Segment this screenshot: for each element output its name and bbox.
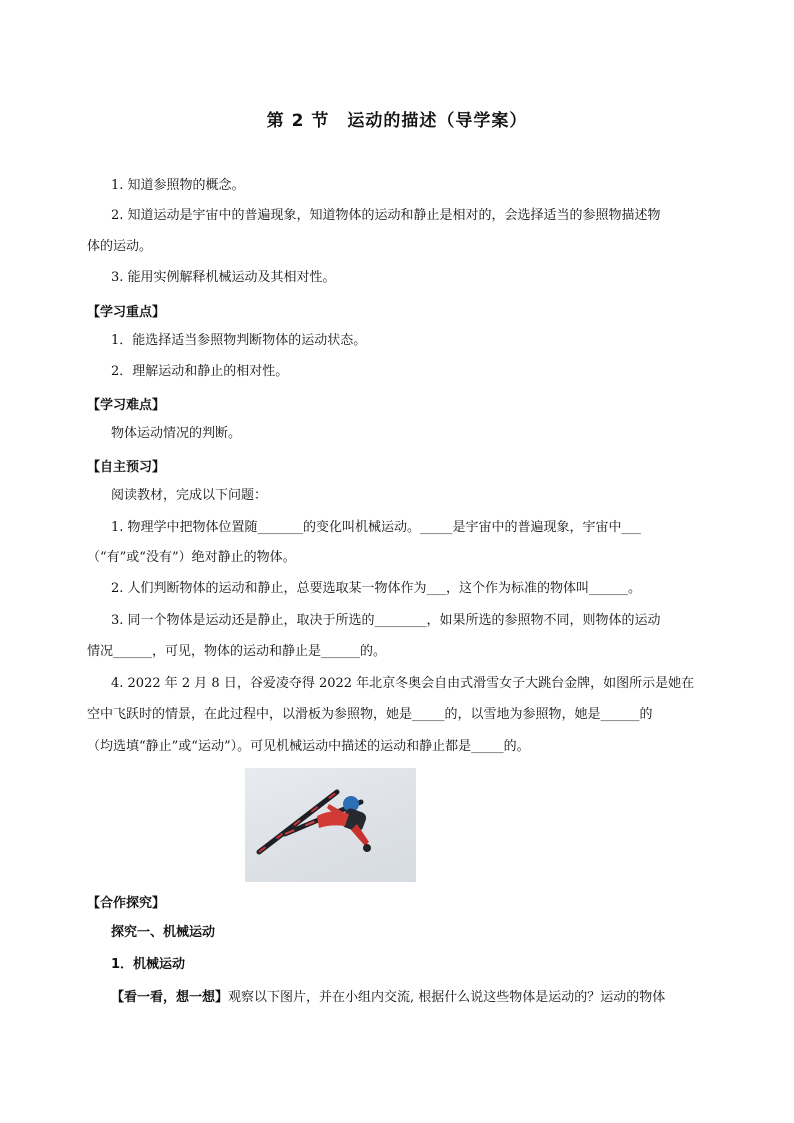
preview-q4-cont1: 空中飞跃时的情景，在此过程中，以滑板为参照物，她是_____的，以雪地为参照物，她是______的 bbox=[87, 707, 653, 722]
prompt-text: 观察以下图片，并在小组内交流, 根据什么说这些物体是运动的？运动的物体 bbox=[228, 990, 666, 1005]
preview-q3: 3. 同一个物体是运动还是静止，取决于所选的________，如果所选的参照物不同，则物体的运动 bbox=[111, 613, 661, 628]
objective-2: 2. 知道运动是宇宙中的普遍现象，知道物体的运动和静止是相对的，会选择适当的参照物描述物 bbox=[111, 208, 661, 223]
difficulty-item: 物体运动情况的判断。 bbox=[111, 426, 242, 441]
prompt-label: 【看一看，想一想】 bbox=[111, 990, 229, 1005]
objective-2-cont: 体的运动。 bbox=[87, 239, 153, 254]
preview-q3-cont: 情况______，可见，物体的运动和静止是______的。 bbox=[87, 644, 387, 659]
prompt-line bbox=[111, 989, 665, 1007]
preview-q2: 2. 人们判断物体的运动和静止，总要选取某一物体作为___，这个作为标准的物体叫______。 bbox=[111, 581, 642, 596]
skier-illustration bbox=[245, 768, 416, 882]
preview-intro: 阅读教材，完成以下问题： bbox=[111, 488, 268, 503]
skier bbox=[317, 796, 371, 852]
cooperation-heading: 【合作探究】 bbox=[87, 896, 166, 911]
section-heading: 探究一、机械运动 bbox=[111, 925, 216, 940]
skier-photo bbox=[245, 768, 416, 882]
key-point-1: 1．能选择适当参照物判断物体的运动状态。 bbox=[111, 333, 367, 348]
key-points-heading: 【学习重点】 bbox=[87, 305, 166, 320]
preview-q1: 1. 物理学中把物体位置随_______的变化叫机械运动。_____是宇宙中的普遍现象，宇宙中___ bbox=[111, 520, 642, 535]
preview-q4-cont2: （均选填“静止”或“运动”）。可见机械运动中描述的运动和静止都是_____的。 bbox=[87, 739, 530, 754]
subsection-heading: 1．机械运动 bbox=[111, 957, 186, 972]
preview-q1-cont: （“有”或“没有”）绝对静止的物体。 bbox=[87, 550, 296, 565]
preview-heading: 【自主预习】 bbox=[87, 460, 166, 475]
difficulty-heading: 【学习难点】 bbox=[87, 398, 166, 413]
objective-3: 3. 能用实例解释机械运动及其相对性。 bbox=[111, 270, 336, 285]
objective-1: 1. 知道参照物的概念。 bbox=[111, 178, 245, 193]
preview-q4: 4. 2022 年 2 月 8 日，谷爱凌夺得 2022 年北京冬奥会自由式滑雪女子大跳台金牌，如图所示是她在 bbox=[111, 676, 695, 691]
key-point-2: 2．理解运动和静止的相对性。 bbox=[111, 364, 289, 379]
page-title: 第 2 节 运动的描述（导学案） bbox=[266, 111, 528, 131]
